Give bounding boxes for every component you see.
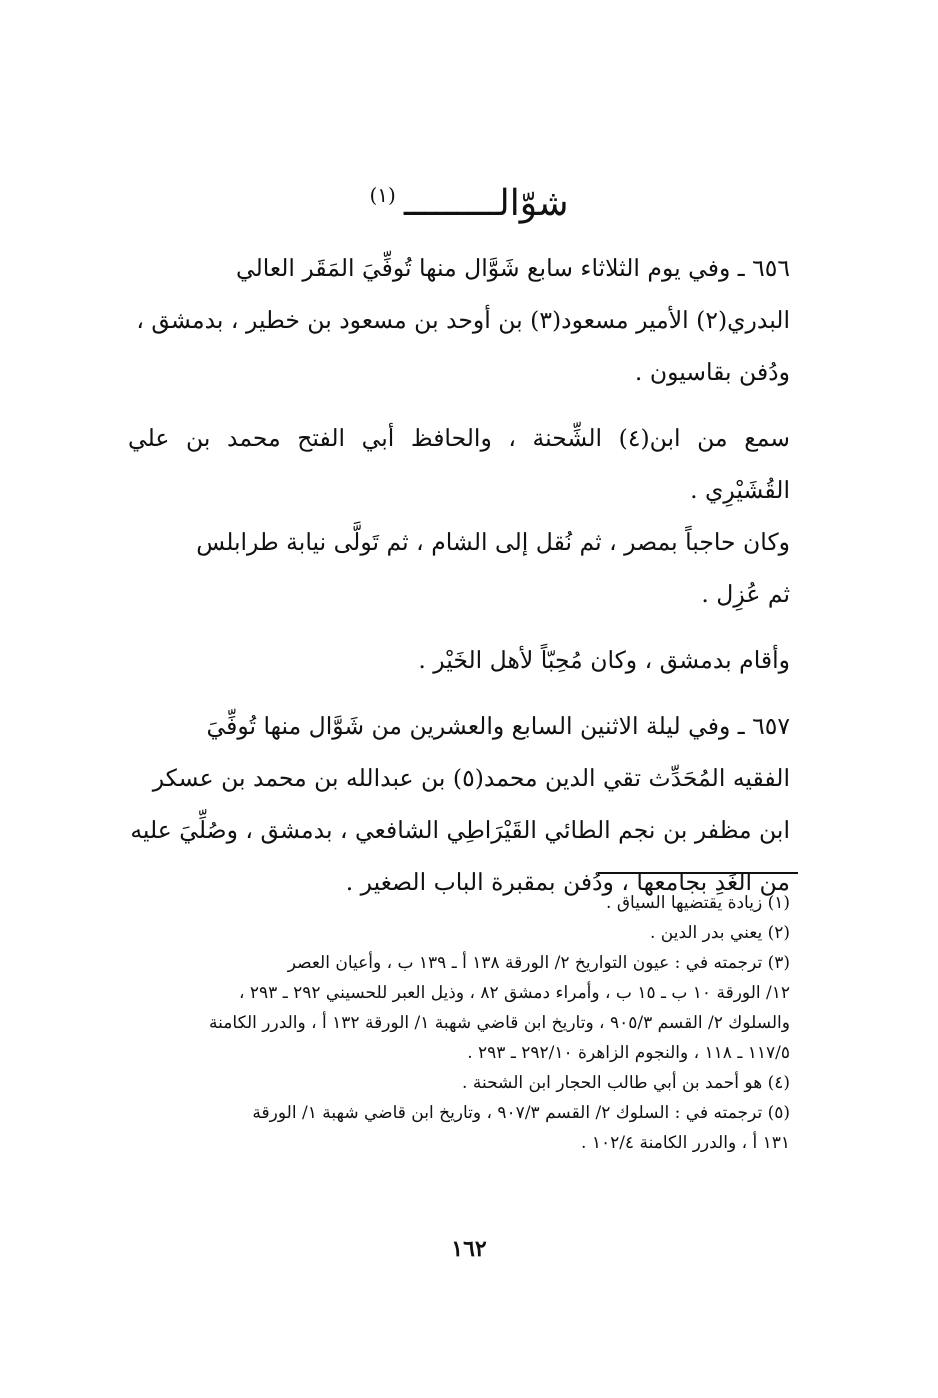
text-line: سمع من ابن(٤) الشِّحنة ، والحافظ أبي الفتح محمد بن علي القُشَيْرِي .	[128, 424, 790, 504]
entry-656-paragraph	[128, 242, 790, 398]
text-line: ٦٥٦ ـ وفي يوم الثلاثاء سابع شَوَّال منها تُوفِّيَ المَقَر العالي	[236, 254, 790, 282]
footnote-separator	[598, 872, 798, 874]
footnote-line: (٢) يعني بدر الدين .	[649, 923, 790, 943]
text-line: وكان حاجباً بمصر ، ثم نُقل إلى الشام ، ثم تَولَّى نيابة طرابلس	[196, 528, 790, 556]
footnote-line: (٤) هو أحمد بن أبي طالب الحجار ابن الشحنة .	[462, 1073, 790, 1093]
page-number: ١٦٢	[451, 1236, 487, 1262]
footnote-2	[128, 918, 790, 948]
residence-paragraph	[128, 634, 790, 686]
footnote-line: ١١٧/٥ ـ ١١٨ ، والنجوم الزاهرة ٢٩٢/١٠ ـ ٢٩٣ .	[467, 1043, 790, 1063]
footnote-line: (٣) ترجمته في : عيون التواريخ ٢/ الورقة ١٣٨ أ ـ ١٣٩ ب ، وأعيان العصر	[287, 953, 790, 973]
footnote-line: والسلوك ٢/ القسم ٩٠٥/٣ ، وتاريخ ابن قاضي شهبة ١/ الورقة ١٣٢ أ ، والدرر الكامنة	[209, 1013, 790, 1033]
text-line: ودُفن بقاسيون .	[634, 358, 790, 386]
text-line: ٦٥٧ ـ وفي ليلة الاثنين السابع والعشرين من شَوَّال منها تُوفِّيَ	[206, 712, 790, 740]
footnote-3	[128, 948, 790, 1068]
chapter-heading	[0, 165, 938, 234]
footnote-4	[128, 1068, 790, 1098]
main-text	[128, 242, 790, 908]
text-line: الفقيه المُحَدِّث تقي الدين محمد(٥) بن عبدالله بن محمد بن عسكر	[152, 764, 790, 792]
footnote-line: (١) زيادة يقتضيها السياق .	[606, 893, 790, 913]
text-line: ابن مظفر بن نجم الطائي القَيْرَاطِي الشافعي ، بدمشق ، وصُلِّيَ عليه	[130, 816, 790, 844]
teachers-paragraph	[128, 412, 790, 516]
footnote-line: ١٣١ أ ، والدرر الكامنة ١٠٢/٤ .	[581, 1133, 790, 1153]
text-line: ثم عُزِل .	[701, 580, 790, 608]
footnote-line: (٥) ترجمته في : السلوك ٢/ القسم ٩٠٧/٣ ، وتاريخ ابن قاضي شهبة ١/ الورقة	[252, 1103, 790, 1123]
footnotes	[128, 888, 790, 1158]
footnote-5	[128, 1098, 790, 1158]
entry-657-paragraph	[128, 700, 790, 908]
text-line: البدري(٢) الأمير مسعود(٣) بن أوحد بن مسعود بن خطير ، بدمشق ،	[136, 306, 790, 334]
chapter-title: شوّالـــــــــ	[403, 183, 569, 224]
career-paragraph	[128, 516, 790, 620]
footnote-line: ١٢/ الورقة ١٠ ب ـ ١٥ ب ، وأمراء دمشق ٨٢ ، وذيل العبر للحسيني ٢٩٢ ـ ٢٩٣ ،	[239, 983, 790, 1003]
text-line: من الغَدِ بجامعها ، ودُفن بمقبرة الباب الصغير .	[345, 868, 790, 896]
footnote-1	[128, 888, 790, 918]
heading-footnote-ref: (١)	[369, 183, 396, 207]
text-line: وأقام بدمشق ، وكان مُحِبّاً لأهل الخَيْر .	[418, 646, 790, 674]
